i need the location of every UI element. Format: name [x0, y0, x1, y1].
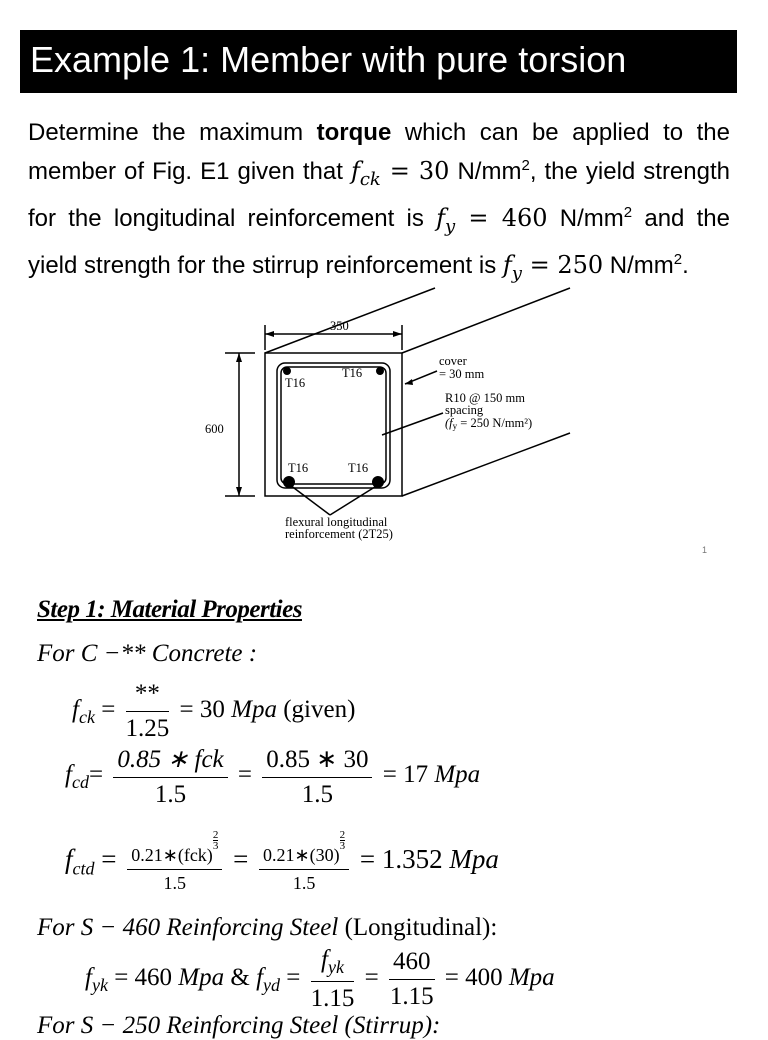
flexural-label: flexural longitudinal	[285, 515, 388, 529]
fyk-fyd-equation: $f_{yk} = 460$ Mpa & $f_{yd}$ = $\frac{f_{yk}}{1.15}$ = $\frac{460}{1.15}$ = 400 Mpa	[85, 946, 555, 1012]
bar-label-bottom-right: T16	[348, 461, 369, 475]
concrete-line: For C −** Concrete :	[37, 640, 258, 667]
stirrup-spacing: spacing	[445, 403, 484, 417]
cover-value: = 30 mm	[439, 367, 485, 381]
bar-label-bottom-left: T16	[288, 461, 309, 475]
width-dimension-label: 350	[330, 319, 349, 333]
bar-bottom-left	[283, 476, 295, 488]
stirrup-label: R10 @ 150 mm	[445, 391, 525, 405]
cut-off-line: For S − 250 Reinforcing Steel (Stirrup):	[37, 1012, 441, 1039]
bar-label-top-right: T16	[342, 366, 363, 380]
slide-title: Example 1: Member with pure torsion	[20, 30, 737, 93]
step1-heading: Step 1: Material Properties	[37, 596, 302, 623]
beam-cross-section-figure	[200, 285, 600, 547]
stirrup-strength: (fy = 250 N/mm²)	[445, 416, 533, 431]
bar-top-left	[283, 367, 291, 375]
height-dimension-label: 600	[205, 422, 224, 436]
bar-bottom-right	[372, 476, 384, 488]
fctd-equation: $f_{ctd}$ = 0.21∗(fck) $^{\frac{2}{3}}$ 1.5 = 0.21∗(30) $^{\frac{2}{3}}$ 1.5 = 1.352 Mpa	[65, 829, 499, 893]
cover-label: cover	[439, 354, 467, 368]
steel-line: For S − 460 Reinforcing Steel (Longitudinal):	[37, 914, 498, 941]
fcd-equation: $f_{cd}=$ $\frac{\text{0.85 ∗ fck}}{1.5}$ = $\frac{0.85 ∗ 30}{1.5}$ = 17 Mpa	[65, 746, 481, 808]
slide-number: 1	[702, 545, 708, 555]
problem-statement: Determine the maximum torque which can be applied to the member of Fig. E1 given that $f_{ck} = 30$ $N/mm^2$, the yield strength for the longitudinal reinforcement is $f_y = 460$ $N/mm^2$ and the yield strength for the stirrup reinforcement is $f_y = 250$ $N/mm^2$.	[28, 119, 731, 284]
bar-label-top-left: T16	[285, 376, 306, 390]
flexural-label-2: reinforcement (2T25)	[285, 527, 393, 541]
bar-top-right	[376, 367, 384, 375]
fck-equation: $f_{ck}$ = $\frac{**}{1.25}$ = 30 Mpa (given)	[72, 680, 356, 742]
